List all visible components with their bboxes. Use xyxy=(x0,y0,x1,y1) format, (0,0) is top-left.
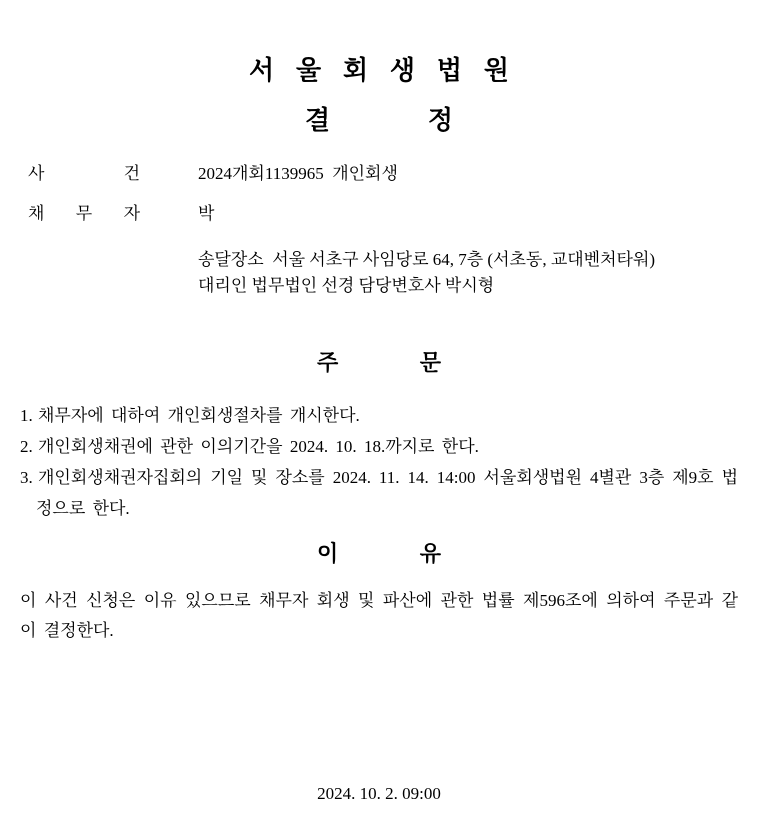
case-number-value: 2024개회1139965 개인회생 xyxy=(198,164,398,183)
order-item-3 xyxy=(20,462,738,524)
order-item-1 xyxy=(20,400,738,431)
order-item-1-text: 채무자에 대하여 개인회생절차를 개시한다. xyxy=(38,406,360,425)
order-item-2 xyxy=(20,431,738,462)
order-item-3-text: 개인회생채권자집회의 기일 및 장소를 2024. 11. 14. 14:00 서울회생법원 4별관 3층 제9호 법정으로 한다. xyxy=(36,468,738,518)
order-item-3-number: 3. xyxy=(20,468,33,487)
order-item-2-number: 2. xyxy=(20,437,33,456)
representative-line: 대리인 법무법인 선경 담당변호사 박시형 xyxy=(198,276,495,295)
debtor-label: 채 무 자 xyxy=(28,204,140,223)
court-name-heading xyxy=(0,50,758,87)
debtor-name-value: 박 xyxy=(198,204,215,223)
order-item-1-number: 1. xyxy=(20,406,33,425)
service-address-line: 송달장소 서울 서초구 사임당로 64, 7층 (서초동, 교대벤처타워) xyxy=(198,250,656,269)
decision-datetime: 2024. 10. 2. 09:00 xyxy=(317,784,441,803)
order-items-list xyxy=(20,400,738,524)
order-heading-text: 주 문 xyxy=(317,350,441,375)
case-number-row xyxy=(28,159,398,184)
case-label: 사 건 xyxy=(28,164,140,183)
court-name-text: 서 울 회 생 법 원 xyxy=(249,55,509,85)
reason-paragraph: 이 사건 신청은 이유 있으므로 채무자 회생 및 파산에 관한 법률 제596조에 의하여 주문과 같이 결정한다. xyxy=(20,591,738,640)
reason-heading-text: 이 유 xyxy=(317,541,441,566)
debtor-details-block xyxy=(198,247,655,299)
debtor-row xyxy=(28,199,214,224)
order-section-heading xyxy=(0,346,758,377)
decision-title-heading xyxy=(0,100,758,137)
order-item-2-text: 개인회생채권에 관한 이의기간을 2024. 10. 18.까지로 한다. xyxy=(38,437,479,456)
decision-title-text: 결 정 xyxy=(305,105,453,135)
reason-section-heading xyxy=(0,537,758,568)
